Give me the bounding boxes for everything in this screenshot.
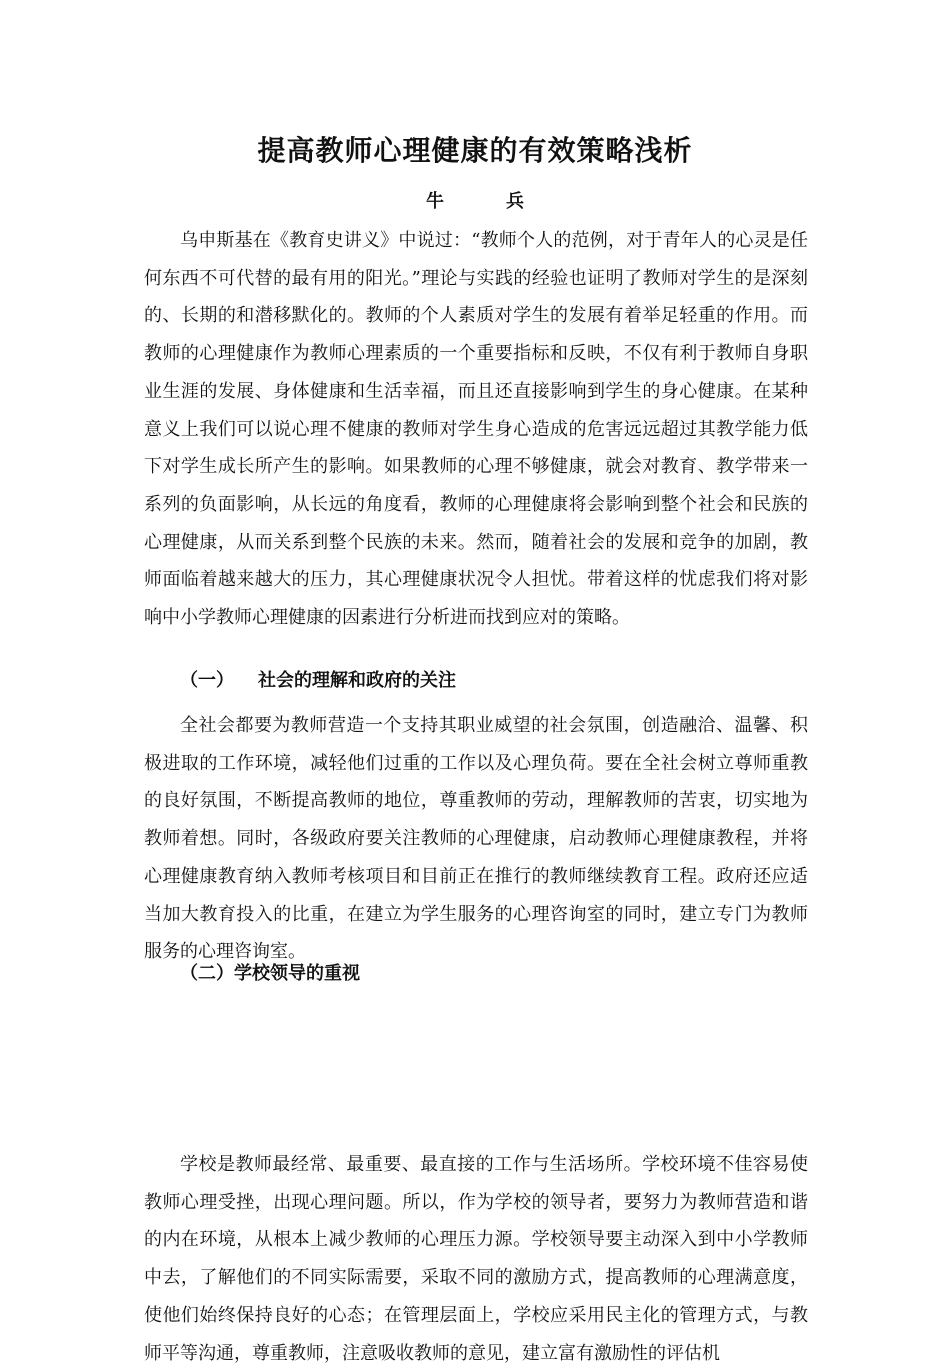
author-name: 牛 兵: [426, 191, 546, 212]
section-2-paragraph: 学校是教师最经常、最重要、最直接的工作与生活场所。学校环境不佳容易使教师心理受挫，出现心理问题。所以，作为学校的领导者，要努力为教师营造和谐的内在环境，从根本上减少教师的心理压力源。学校领导要主动深入到中小学教师中去，了解他们的不同实际需要，采取不同的激励方式，提高教师的心理满意度，使他们始终保持良好的心态；在管理层面上，学校应采用民主化的管理方式，与教师平等沟通，尊重教师，注意吸收教师的意见，建立富有激励性的评估机: [144, 1154, 808, 1364]
document-title: 提高教师心理健康的有效策略浅析: [257, 134, 693, 167]
intro-paragraph: 乌申斯基在《教育史讲义》中说过：“教师个人的范例，对于青年人的心灵是任何东西不可代替的最有用的阳光。”理论与实践的经验也证明了教师对学生的是深刻的、长期的和潜移默化的。教师的个人素质对学生的发展有着举足轻重的作用。而教师的心理健康作为教师心理素质的一个重要指标和反映，不仅有利于教师自身职业生涯的发展、身体健康和生活幸福，而且还直接影响到学生的身心健康。在某种意义上我们可以说心理不健康的教师对学生身心造成的危害远远超过其教学能力低下对学生成长所产生的影响。如果教师的心理不够健康，就会对教育、教学带来一系列的负面影响，从长远的角度看，教师的心理健康将会影响到整个社会和民族的心理健康，从而关系到整个民族的未来。然而，随着社会的发展和竞争的加剧，教师面临着越来越大的压力，其心理健康状况令人担忧。带着这样的忧虑我们将对影响中小学教师心理健康的因素进行分析进而找到应对的策略。: [144, 230, 808, 629]
section-heading-1: [180, 666, 456, 696]
section-title: 社会的理解和政府的关注: [258, 670, 456, 691]
section-heading-2: [180, 959, 360, 989]
section-number: （一）: [180, 670, 234, 691]
section-number: （二）: [180, 963, 234, 984]
section-title: 学校领导的重视: [234, 963, 360, 984]
section-1-paragraph: 全社会都要为教师营造一个支持其职业威望的社会氛围，创造融洽、温馨、积极进取的工作环境，减轻他们过重的工作以及心理负荷。要在全社会树立尊师重教的良好氛围，不断提高教师的地位，尊重教师的劳动，理解教师的苦衷，切实地为教师着想。同时，各级政府要关注教师的心理健康，启动教师心理健康教程，并将心理健康教育纳入教师考核项目和目前正在推行的教师继续教育工程。政府还应适当加大教育投入的比重，在建立为学生服务的心理咨询室的同时，建立专门为教师服务的心理咨询室。: [144, 715, 808, 963]
